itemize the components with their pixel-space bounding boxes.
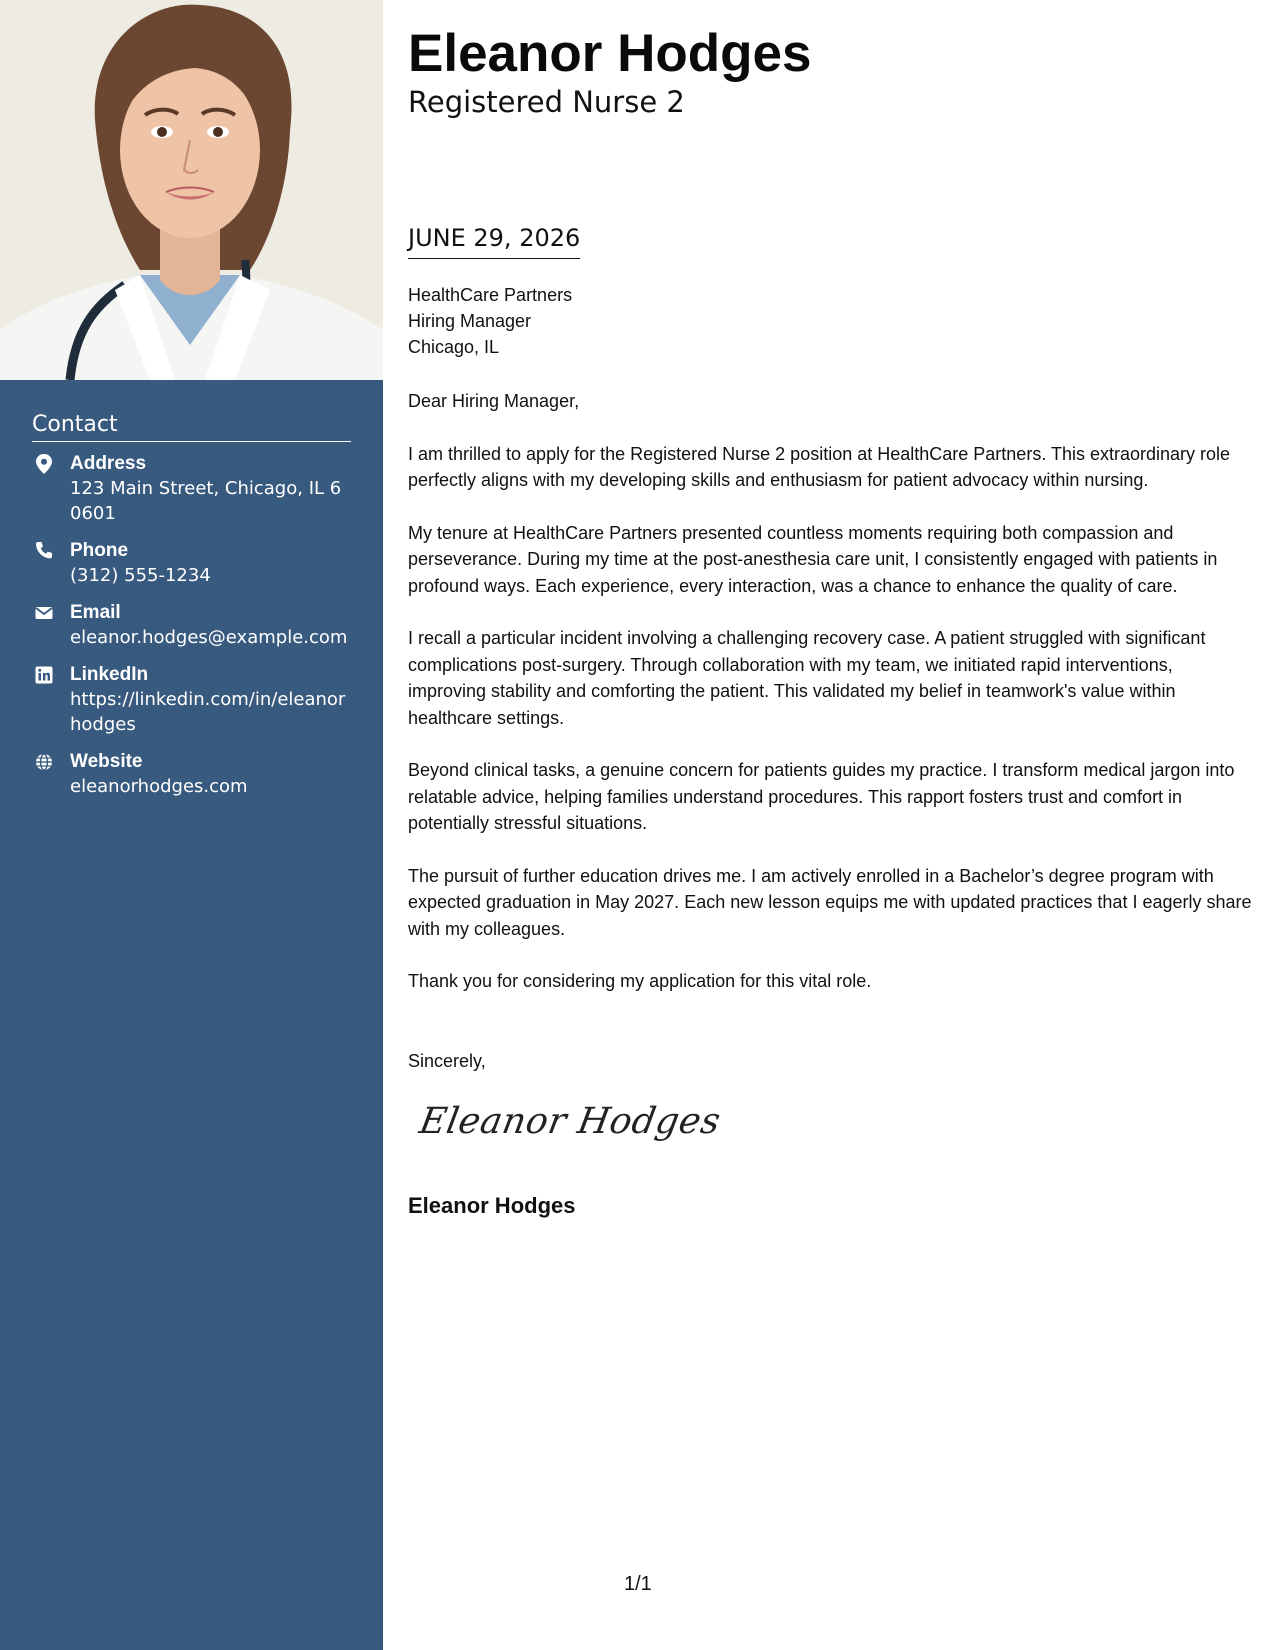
- letter-paragraph: I am thrilled to apply for the Registered Nurse 2 position at HealthCare Partners. This extraordinary role perfectly aligns with my developing skills and enthusiasm for patient advocacy within nursing.: [408, 443, 1231, 490]
- recipient-company: HealthCare Partners: [408, 285, 573, 305]
- contact-linkedin: [32, 663, 351, 737]
- envelope-icon: [35, 603, 53, 623]
- profile-photo: [0, 0, 383, 380]
- letter-date: JUNE 29, 2026: [408, 222, 580, 259]
- contact-section: [32, 412, 351, 812]
- handwritten-signature: Eleanor Hodges: [416, 1101, 724, 1142]
- sidebar: [0, 0, 383, 1650]
- website-value: eleanorhodges.com: [70, 776, 248, 797]
- closing: Sincerely,: [408, 1051, 486, 1071]
- globe-icon: [35, 752, 53, 772]
- contact-heading: Contact: [32, 412, 351, 442]
- phone-value: (312) 555-1234: [70, 565, 211, 586]
- contact-email: [32, 601, 351, 650]
- salutation: Dear Hiring Manager,: [408, 391, 580, 411]
- recipient-block: [408, 282, 572, 360]
- contact-label: Address: [70, 453, 147, 474]
- phone-icon: [35, 541, 53, 561]
- contact-label: Phone: [70, 540, 129, 561]
- letter-paragraph: Beyond clinical tasks, a genuine concern for patients guides my practice. I transform medical jargon into relatable advice, helping families understand procedures. This rapport fosters trust and comfort in potentially stressful situations.: [408, 760, 1235, 833]
- letter-paragraph: The pursuit of further education drives me. I am actively enrolled in a Bachelor’s degree program with expected graduation in May 2027. Each new lesson equips me with updated practices that I eagerly share with my colleagues.: [408, 865, 1252, 939]
- address-value: 123 Main Street, Chicago, IL 60601: [70, 478, 342, 524]
- letter-paragraph: I recall a particular incident involving a challenging recovery case. A patient struggled with significant complications post-surgery. Through collaboration with my team, we initiated rapid interventions, improving stability and comforting the patient. This validated my belief in teamwork's value within healthcare settings.: [408, 628, 1206, 728]
- job-title: Registered Nurse 2: [408, 85, 685, 119]
- contact-label: LinkedIn: [70, 664, 149, 685]
- letter-paragraph: My tenure at HealthCare Partners presented countless moments requiring both compassion and perseverance. During my time at the post-anesthesia care unit, I consistently engaged with patients in profound ways. Each experience, every interaction, was a chance to enhance the quality of care.: [408, 522, 1218, 596]
- letter-paragraph: Thank you for considering my application for this vital role.: [408, 971, 872, 991]
- applicant-name: Eleanor Hodges: [408, 24, 812, 83]
- email-value: eleanor.hodges@example.com: [70, 627, 348, 648]
- recipient-location: Chicago, IL: [408, 337, 500, 357]
- recipient-title: Hiring Manager: [408, 311, 532, 331]
- map-pin-icon: [35, 454, 53, 474]
- nurse-portrait-photo: [0, 0, 383, 380]
- contact-website: [32, 750, 351, 799]
- linkedin-value: https://linkedin.com/in/eleanorhodges: [70, 689, 346, 735]
- linkedin-icon: [35, 665, 53, 685]
- contact-label: Email: [70, 602, 121, 623]
- page-number: 1/1: [624, 1573, 652, 1595]
- contact-phone: [32, 539, 351, 588]
- contact-address: [32, 452, 351, 526]
- signed-name: Eleanor Hodges: [408, 1193, 576, 1218]
- letter-content: [408, 388, 1253, 1021]
- contact-label: Website: [70, 751, 143, 772]
